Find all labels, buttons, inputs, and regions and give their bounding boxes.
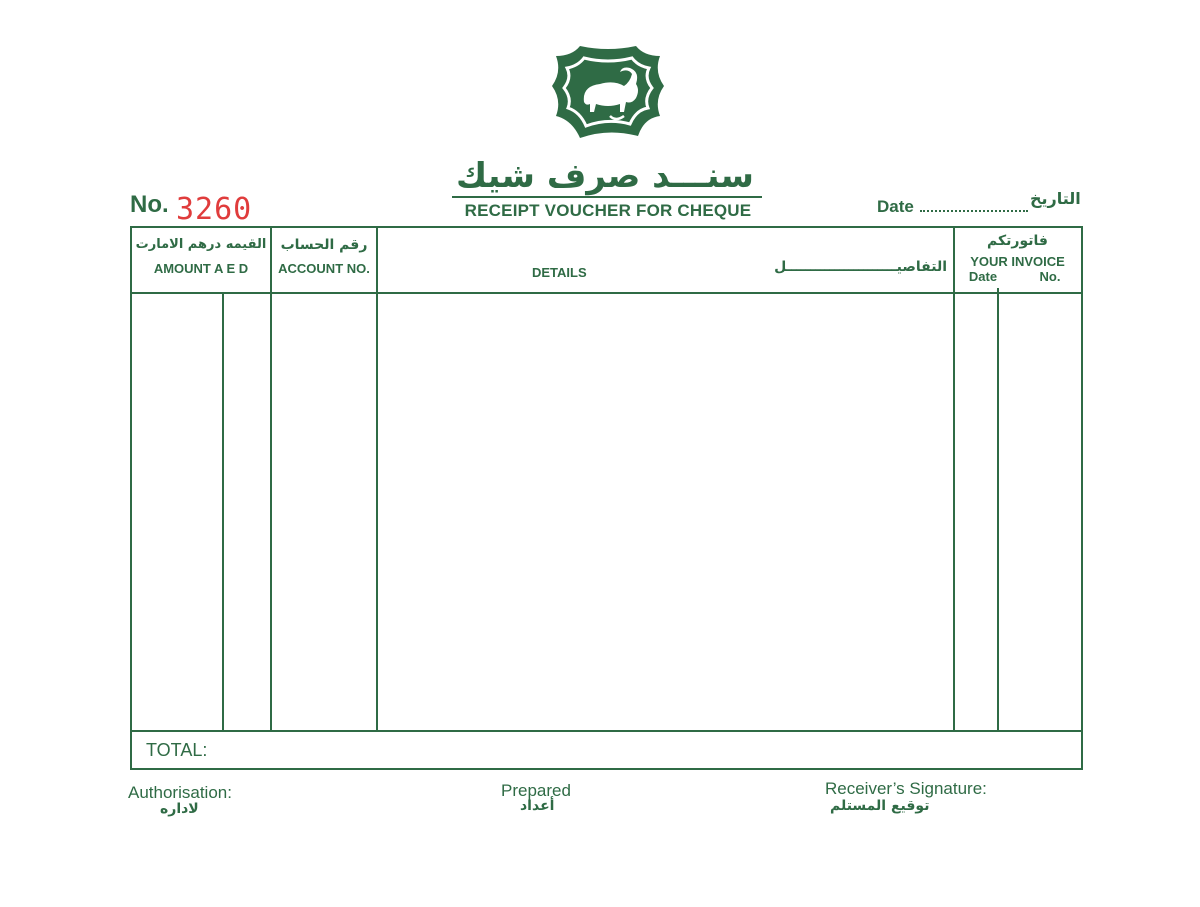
invoice-header: YOUR INVOICE [970,254,1065,269]
details-header: DETAILS [532,265,587,280]
title-divider [452,196,762,198]
prepared-label-arabic: أعداد [520,798,555,814]
date-field[interactable] [920,210,1028,212]
date-label-arabic: التاريخ [1030,189,1081,208]
account-header: ACCOUNT NO. [278,261,370,276]
amount-header-arabic: القيمه درهم الامارت [135,237,267,252]
total-label: TOTAL: [146,740,208,760]
receiver-signature-label: Receiver’s Signature: [825,779,987,798]
prepared-label: Prepared [501,781,571,800]
details-header-arabic: التفاصيـــــــــــــــــــــــل [774,259,947,275]
voucher-title-arabic: سنـــد صرف شيك [456,156,754,196]
authorisation-label: Authorisation: [128,783,232,802]
invoice-date-header: Date [968,269,998,284]
leather-ram-emblem-icon [550,42,666,142]
account-no-cell[interactable] [272,294,374,728]
voucher-table [130,226,1083,770]
invoice-number-header: No. [1039,269,1061,284]
invoice-date-cell[interactable] [955,294,995,728]
date-label: Date [877,197,914,216]
invoice-number-cell[interactable] [999,294,1079,728]
authorisation-label-arabic: لاداره [160,801,199,817]
voucher-number: 3260 [176,192,253,227]
amount-dirhams-cell[interactable] [132,294,220,728]
details-cell[interactable] [378,294,951,728]
voucher-number-label: No. [130,191,169,218]
receiver-signature-label-arabic: توقيع المستلم [830,798,930,814]
amount-header: AMOUNT A E D [153,261,249,276]
total-divider [132,730,1081,732]
voucher-title: RECEIPT VOUCHER FOR CHEQUE [464,201,752,220]
invoice-header-arabic: فاتورتكم [987,233,1048,249]
account-header-arabic: رقم الحساب [280,237,368,253]
amount-fils-cell[interactable] [224,294,268,728]
